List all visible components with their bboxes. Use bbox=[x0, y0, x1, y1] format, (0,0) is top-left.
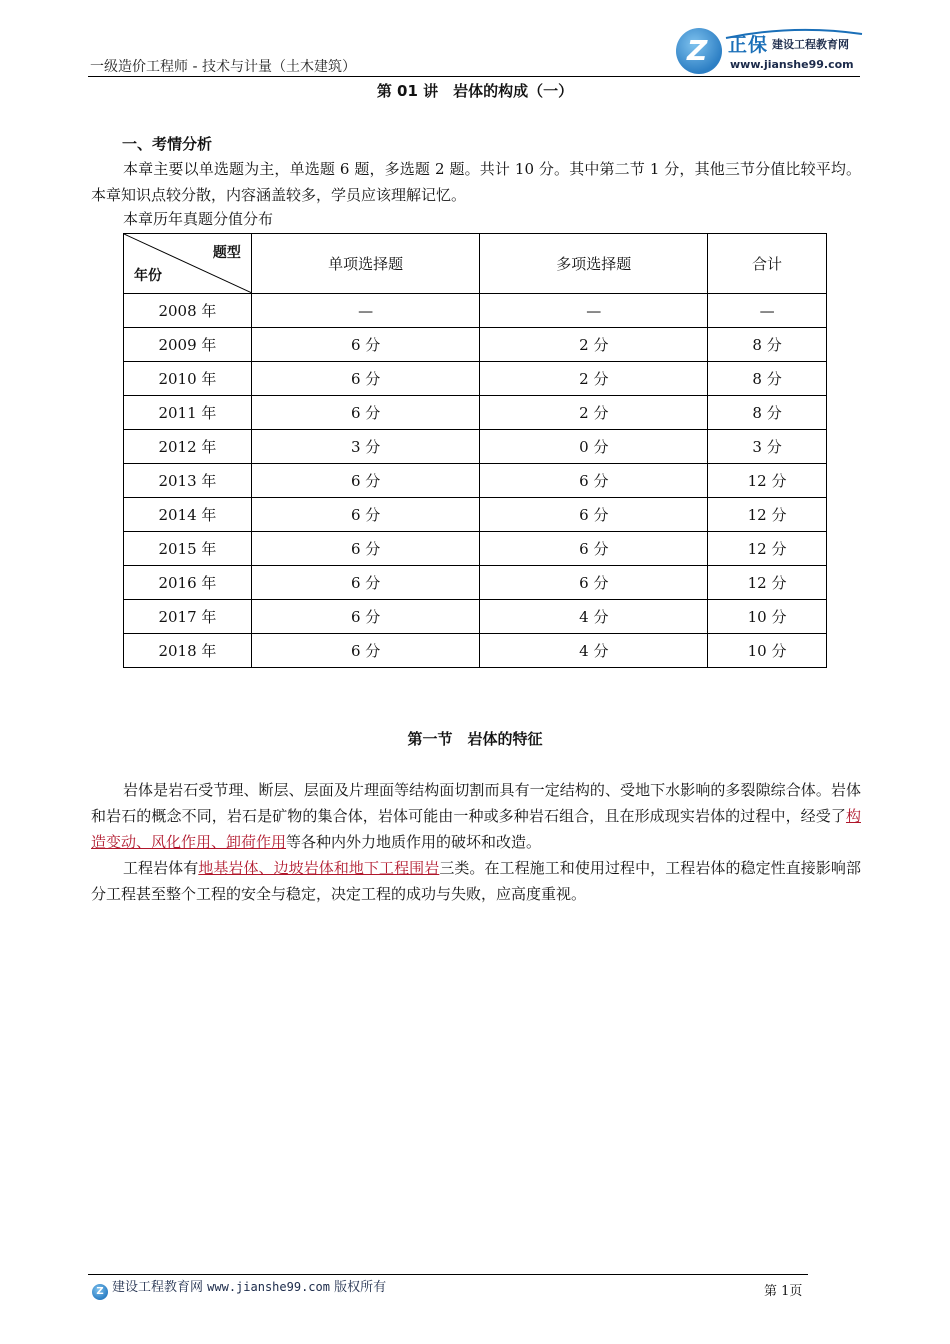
table-header-single: 单项选择题 bbox=[251, 234, 480, 294]
footer-site: 建设工程教育网 bbox=[112, 1280, 204, 1295]
corner-type-label: 题型 bbox=[212, 245, 241, 261]
table-row bbox=[124, 532, 827, 566]
year-cell: 2009 年 bbox=[124, 328, 252, 362]
total-cell: 12 分 bbox=[708, 566, 827, 600]
total-cell: 10 分 bbox=[708, 600, 827, 634]
table-row bbox=[124, 430, 827, 464]
p2-text-a: 工程岩体有 bbox=[123, 859, 199, 877]
single-choice-cell: 3 分 bbox=[251, 430, 480, 464]
single-choice-cell: 6 分 bbox=[251, 328, 480, 362]
year-cell: 2012 年 bbox=[124, 430, 252, 464]
multi-choice-cell: 4 分 bbox=[480, 634, 708, 668]
year-cell: 2011 年 bbox=[124, 396, 252, 430]
logo-url: www.jianshe99.com bbox=[730, 58, 854, 71]
section-title-rock-features: 第一节 岩体的特征 bbox=[407, 730, 543, 748]
p2-highlight: 地基岩体、边坡岩体和地下工程围岩 bbox=[198, 859, 440, 877]
table-caption: 本章历年真题分值分布 bbox=[123, 210, 274, 228]
lecture-title: 第 01 讲 岩体的构成（一） bbox=[376, 82, 574, 100]
single-choice-cell: 6 分 bbox=[251, 634, 480, 668]
table-row bbox=[124, 294, 827, 328]
year-cell: 2013 年 bbox=[124, 464, 252, 498]
table-row bbox=[124, 498, 827, 532]
total-cell: — bbox=[708, 294, 827, 328]
single-choice-cell: 6 分 bbox=[251, 464, 480, 498]
table-header-row bbox=[124, 234, 827, 294]
year-cell: 2018 年 bbox=[124, 634, 252, 668]
single-choice-cell: 6 分 bbox=[251, 396, 480, 430]
section-heading-analysis: 一、考情分析 bbox=[122, 135, 213, 153]
footer-brand bbox=[92, 1276, 386, 1300]
total-cell: 12 分 bbox=[708, 498, 827, 532]
table-row bbox=[124, 566, 827, 600]
table-header-multi: 多项选择题 bbox=[480, 234, 708, 294]
multi-choice-cell: 2 分 bbox=[480, 328, 708, 362]
multi-choice-cell: 0 分 bbox=[480, 430, 708, 464]
header-course-title: 一级造价工程师 - 技术与计量（土木建筑） bbox=[90, 59, 356, 75]
table-row bbox=[124, 634, 827, 668]
single-choice-cell: 6 分 bbox=[251, 362, 480, 396]
footer-rule bbox=[88, 1274, 808, 1275]
table-row bbox=[124, 362, 827, 396]
single-choice-cell: 6 分 bbox=[251, 566, 480, 600]
year-cell: 2008 年 bbox=[124, 294, 252, 328]
total-cell: 8 分 bbox=[708, 328, 827, 362]
footer-url: www.jianshe99.com bbox=[207, 1280, 330, 1294]
logo-brand: 正保 bbox=[728, 34, 769, 56]
table-row bbox=[124, 328, 827, 362]
footer-logo-icon: Z bbox=[92, 1284, 108, 1300]
multi-choice-cell: — bbox=[480, 294, 708, 328]
table-row bbox=[124, 396, 827, 430]
total-cell: 12 分 bbox=[708, 532, 827, 566]
multi-choice-cell: 6 分 bbox=[480, 532, 708, 566]
p1-text-a: 岩体是岩石受节理、断层、层面及片理面等结构面切割而具有一定结构的、受地下水影响的多裂隙综合体。岩体和岩石的概念不同，岩石是矿物的集合体，岩体可能由一种或多种岩石组合，且在形成现实岩体的过程中，经受了 bbox=[91, 781, 861, 825]
multi-choice-cell: 2 分 bbox=[480, 396, 708, 430]
score-distribution-table bbox=[123, 233, 827, 668]
total-cell: 8 分 bbox=[708, 396, 827, 430]
table-row bbox=[124, 600, 827, 634]
table-corner-cell bbox=[124, 234, 252, 294]
multi-choice-cell: 2 分 bbox=[480, 362, 708, 396]
total-cell: 3 分 bbox=[708, 430, 827, 464]
single-choice-cell: 6 分 bbox=[251, 600, 480, 634]
year-cell: 2015 年 bbox=[124, 532, 252, 566]
rock-mass-paragraph-2 bbox=[91, 855, 861, 907]
table-row bbox=[124, 464, 827, 498]
table-header-total: 合计 bbox=[708, 234, 827, 294]
rock-mass-paragraph-1 bbox=[91, 777, 861, 855]
year-cell: 2017 年 bbox=[124, 600, 252, 634]
p1-highlight: 构造变动、风化作用、卸荷作用 bbox=[91, 807, 861, 851]
multi-choice-cell: 6 分 bbox=[480, 464, 708, 498]
single-choice-cell: 6 分 bbox=[251, 532, 480, 566]
single-choice-cell: 6 分 bbox=[251, 498, 480, 532]
p1-text-b: 等各种内外力地质作用的破坏和改造。 bbox=[286, 833, 542, 851]
multi-choice-cell: 4 分 bbox=[480, 600, 708, 634]
total-cell: 10 分 bbox=[708, 634, 827, 668]
single-choice-cell: — bbox=[251, 294, 480, 328]
p2-text-b: 三类。在工程施工和使用过程中，工程岩体的稳定性直接影响部分工程甚至整个工程的安全与稳定，决定工程的成功与失败，应高度重视。 bbox=[91, 859, 861, 903]
logo-mark: Z bbox=[687, 34, 708, 67]
footer-page-number: 第 1页 bbox=[764, 1284, 803, 1299]
year-cell: 2016 年 bbox=[124, 566, 252, 600]
total-cell: 12 分 bbox=[708, 464, 827, 498]
brand-logo bbox=[676, 28, 866, 78]
logo-subtitle: 建设工程教育网 bbox=[772, 38, 849, 51]
corner-year-label: 年份 bbox=[134, 268, 162, 284]
multi-choice-cell: 6 分 bbox=[480, 566, 708, 600]
analysis-paragraph: 本章主要以单选题为主，单选题 6 题，多选题 2 题。共计 10 分。其中第二节 1 分，其他三节分值比较平均。本章知识点较分散，内容涵盖较多，学员应该理解记忆。 bbox=[91, 160, 861, 204]
year-cell: 2010 年 bbox=[124, 362, 252, 396]
logo-circle-icon bbox=[676, 28, 722, 74]
year-cell: 2014 年 bbox=[124, 498, 252, 532]
total-cell: 8 分 bbox=[708, 362, 827, 396]
footer-rights: 版权所有 bbox=[334, 1280, 387, 1295]
multi-choice-cell: 6 分 bbox=[480, 498, 708, 532]
